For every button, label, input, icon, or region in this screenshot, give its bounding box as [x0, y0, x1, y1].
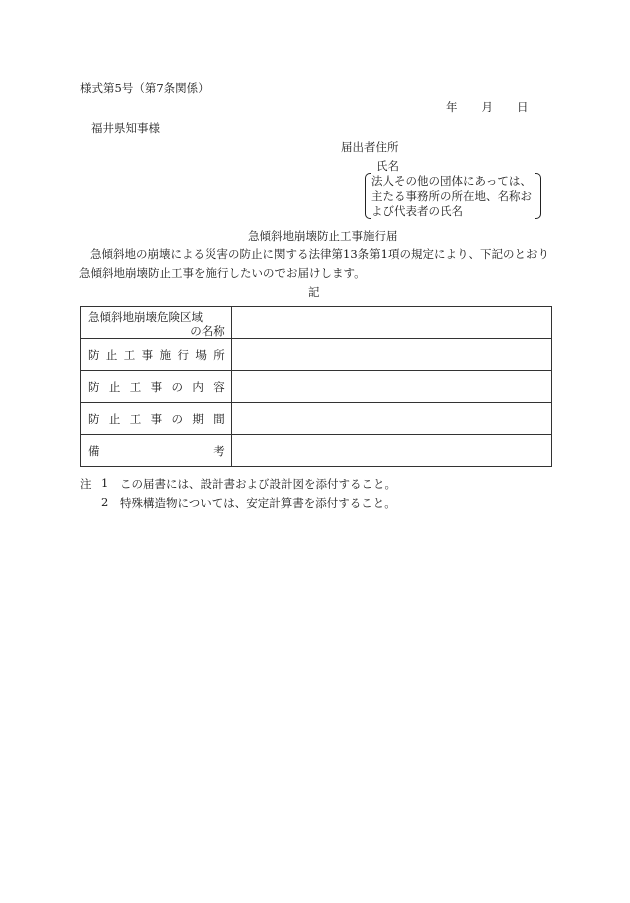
- note-text: この届書には、設計書および設計図を添付すること。: [120, 477, 396, 491]
- period-field[interactable]: [231, 403, 551, 435]
- detail-table: [80, 306, 552, 467]
- notes-label: 注: [80, 477, 92, 491]
- corporation-note: [365, 172, 541, 220]
- site-field[interactable]: [231, 339, 551, 371]
- area-name-label-line1: 急傾斜地崩壊危険区域: [88, 310, 203, 324]
- table-row: [81, 403, 552, 435]
- corporation-note-line-2: 主たる事務所の所在地、名称お: [371, 189, 532, 203]
- date-month: 月: [481, 100, 493, 114]
- note-text: 特殊構造物については、安定計算書を添付すること。: [120, 496, 396, 510]
- corporation-note-line-1: 法人その他の団体にあっては、: [371, 174, 532, 188]
- body-text: 急傾斜地の崩壊による災害の防止に関する法律第13条第1項の規定により、下記のとおり急傾斜地崩壊防止工事を施行したいのでお届けします。: [79, 247, 549, 280]
- table-row: [81, 371, 552, 403]
- note-number: 1: [101, 476, 109, 490]
- table-label-cell: [81, 403, 232, 435]
- form-number: 様式第5号（第7条関係）: [80, 81, 210, 95]
- table-row: [81, 435, 552, 467]
- area-name-label-line2: の名称: [190, 324, 225, 338]
- date-day: 日: [517, 100, 529, 114]
- ki-heading: 記: [308, 285, 320, 299]
- right-bracket: [535, 173, 541, 219]
- content-label: 防 止 工 事 の 内 容: [88, 379, 225, 394]
- applicant-name-label: 氏名: [376, 159, 399, 173]
- table-row: [81, 339, 552, 371]
- table-row: [81, 307, 552, 339]
- date-year: 年: [446, 100, 458, 114]
- document-title: 急傾斜地崩壊防止工事施行届: [248, 229, 398, 243]
- period-label: 防 止 工 事 の 期 間: [88, 411, 225, 426]
- corporation-note-line-3: よび代表者の氏名: [371, 204, 463, 218]
- table-label-cell: [81, 307, 232, 339]
- site-label: 防 止 工 事 施 行 場 所: [88, 347, 225, 362]
- table-label-cell: [81, 435, 232, 467]
- addressee: 福井県知事様: [91, 121, 160, 135]
- remarks-field[interactable]: [231, 435, 551, 467]
- table-label-cell: [81, 371, 232, 403]
- date-line: [446, 99, 529, 115]
- table-label-cell: [81, 339, 232, 371]
- note-number: 2: [101, 495, 109, 509]
- content-field[interactable]: [231, 371, 551, 403]
- applicant-address-label: 届出者住所: [341, 140, 399, 154]
- area-name-field[interactable]: [231, 307, 551, 339]
- remarks-label: 備 考: [88, 443, 225, 458]
